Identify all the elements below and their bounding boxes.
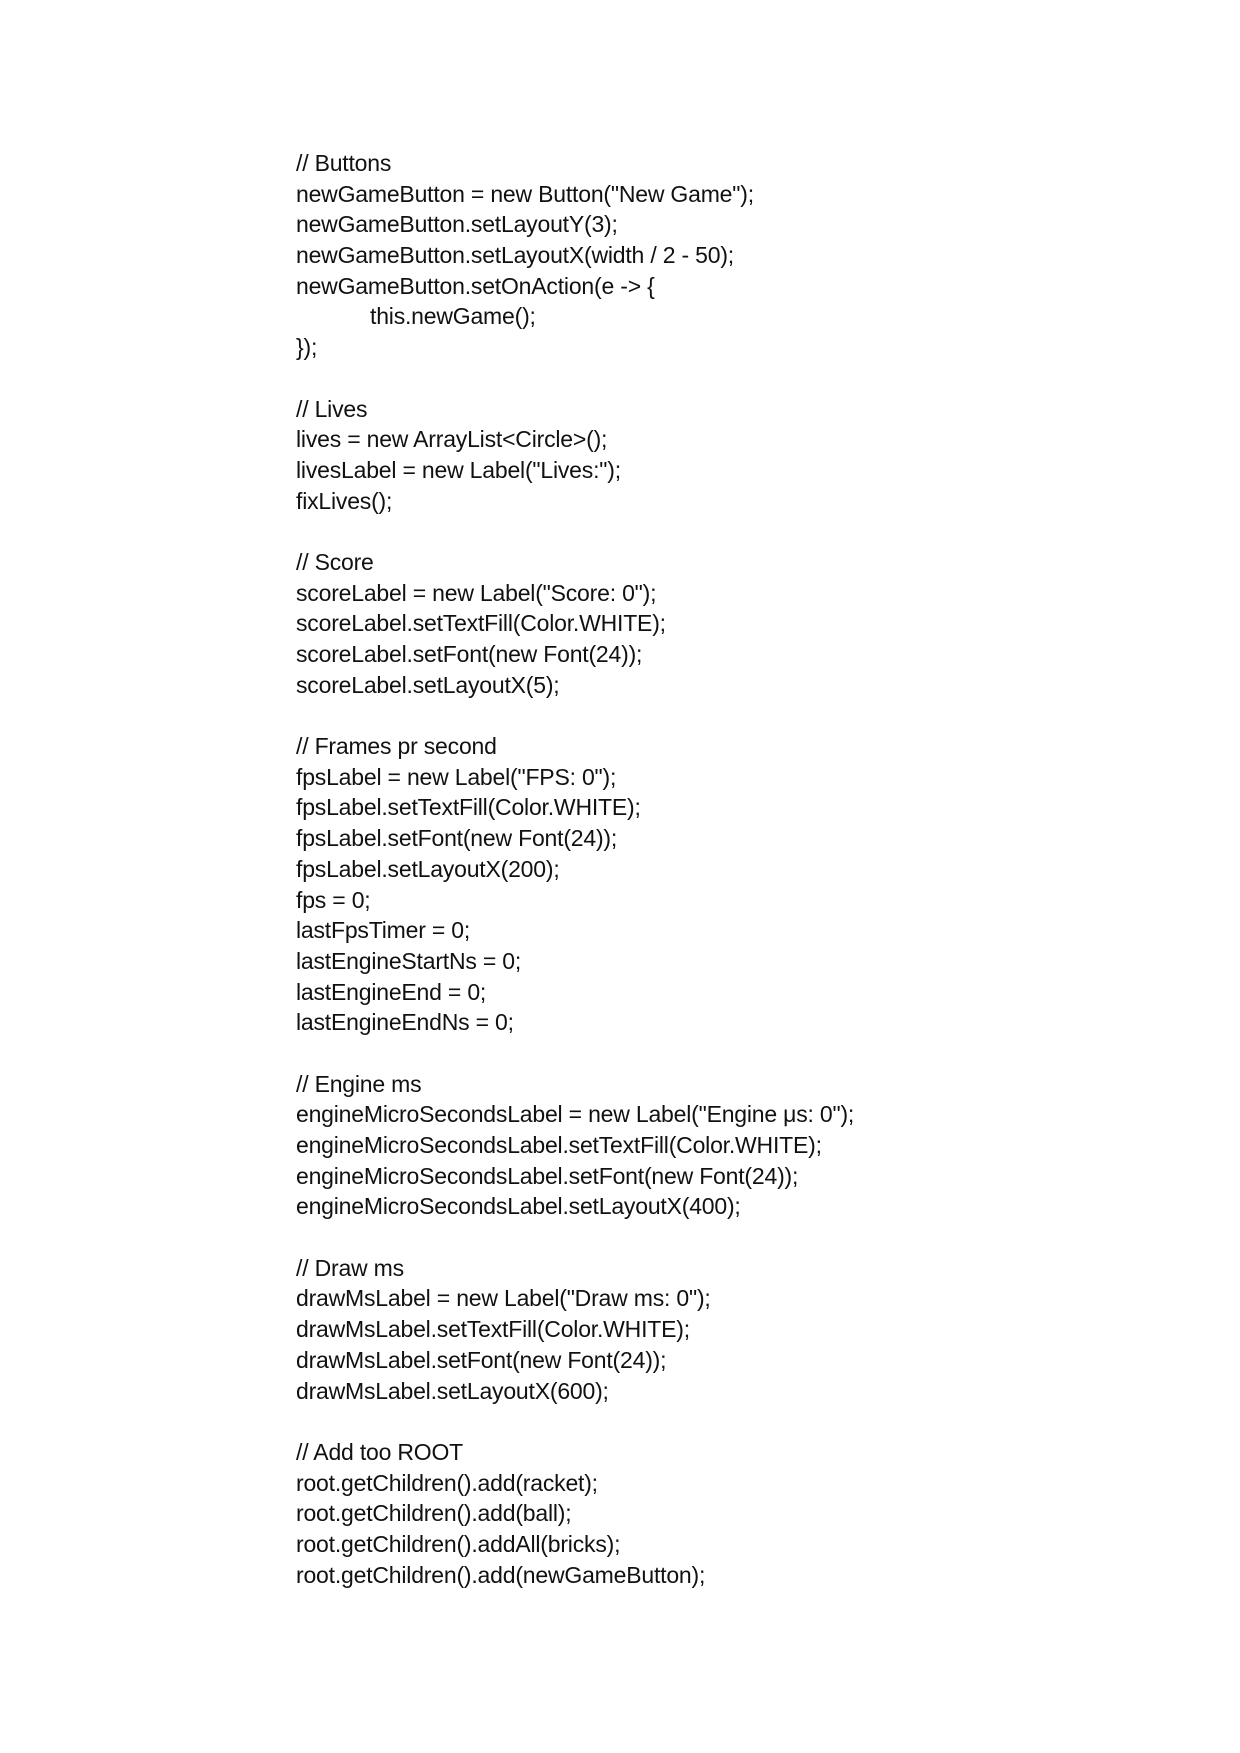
code-line: engineMicroSecondsLabel.setFont(new Font(24)); — [296, 1162, 799, 1189]
code-line: // Engine ms — [296, 1070, 422, 1097]
code-line: root.getChildren().add(newGameButton); — [296, 1561, 706, 1588]
code-line: fpsLabel = new Label("FPS: 0"); — [296, 763, 617, 790]
code-line: lives = new ArrayList<Circle>(); — [296, 426, 608, 453]
code-line: lastEngineEndNs = 0; — [296, 1009, 514, 1036]
code-line: scoreLabel.setTextFill(Color.WHITE); — [296, 610, 666, 637]
code-line: scoreLabel.setLayoutX(5); — [296, 671, 560, 698]
code-line: fixLives(); — [296, 487, 393, 514]
code-line: drawMsLabel.setLayoutX(600); — [296, 1377, 609, 1404]
code-line: root.getChildren().add(ball); — [296, 1500, 572, 1527]
code-line: drawMsLabel.setFont(new Font(24)); — [296, 1346, 667, 1373]
code-line: scoreLabel.setFont(new Font(24)); — [296, 641, 643, 667]
blank-line — [296, 1406, 1196, 1437]
code-line: // Add too ROOT — [296, 1438, 464, 1465]
code-line: livesLabel = new Label("Lives:"); — [296, 456, 621, 483]
code-line: root.getChildren().addAll(bricks); — [296, 1530, 621, 1557]
code-line: // Lives — [296, 395, 368, 422]
code-line: fpsLabel.setLayoutX(200); — [296, 855, 560, 882]
code-line: engineMicroSecondsLabel.setLayoutX(400); — [296, 1193, 741, 1220]
code-line: lastEngineEnd = 0; — [296, 978, 487, 1005]
blank-line — [296, 363, 1196, 394]
code-line: drawMsLabel.setTextFill(Color.WHITE); — [296, 1316, 690, 1343]
code-line: newGameButton.setLayoutX(width / 2 - 50); — [296, 242, 734, 269]
code-listing — [296, 148, 1196, 1590]
code-line: // Score — [296, 548, 374, 575]
blank-line — [296, 700, 1196, 731]
code-line: newGameButton.setOnAction(e -> { — [296, 272, 655, 299]
code-line: fpsLabel.setTextFill(Color.WHITE); — [296, 794, 641, 821]
code-line: }); — [296, 334, 318, 361]
code-line: fps = 0; — [296, 886, 371, 913]
code-line: // Buttons — [296, 150, 392, 176]
code-line: // Frames pr second — [296, 733, 497, 760]
code-line: scoreLabel = new Label("Score: 0"); — [296, 579, 657, 606]
code-line: engineMicroSecondsLabel.setTextFill(Color.WHITE); — [296, 1132, 822, 1158]
blank-line — [296, 1038, 1196, 1069]
blank-line — [296, 1222, 1196, 1253]
code-line: drawMsLabel = new Label("Draw ms: 0"); — [296, 1285, 711, 1312]
code-line: newGameButton.setLayoutY(3); — [296, 211, 618, 238]
code-line: lastEngineStartNs = 0; — [296, 947, 522, 974]
code-line: lastFpsTimer = 0; — [296, 917, 471, 944]
blank-line — [296, 516, 1196, 547]
code-line: // Draw ms — [296, 1254, 404, 1281]
code-line: fpsLabel.setFont(new Font(24)); — [296, 825, 618, 852]
code-line: root.getChildren().add(racket); — [296, 1469, 598, 1496]
code-line: engineMicroSecondsLabel = new Label("Engine μs: 0"); — [296, 1101, 855, 1128]
code-line: newGameButton = new Button("New Game"); — [296, 180, 754, 207]
code-line: this.newGame(); — [370, 303, 536, 330]
